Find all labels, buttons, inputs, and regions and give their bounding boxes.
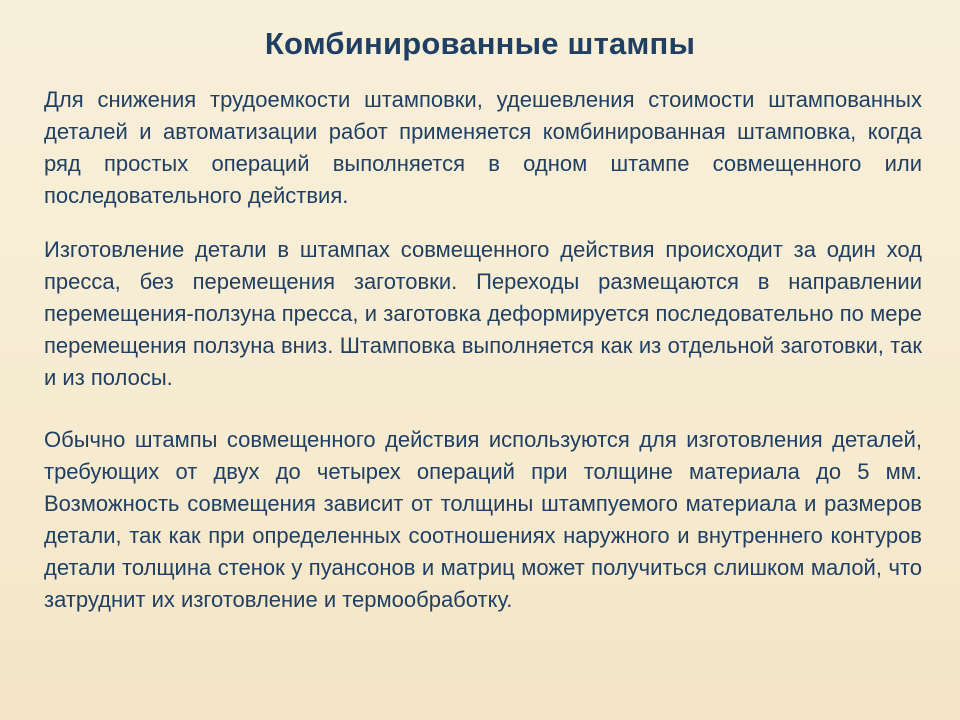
slide-content [44, 84, 922, 616]
paragraph-intro: Для снижения трудоемкости штамповки, удешевления стоимости штампованных деталей и автоматизации работ применяется комбинированная штамповка, когда ряд простых операций выполняется в одном штампе совмещенного или последовательного действия. [44, 87, 922, 208]
slide-title: Комбинированные штампы [264, 26, 696, 61]
paragraph-combined-dies: Изготовление детали в штампах совмещенного действия происходит за один ход пресса, без перемещения заготовки. Переходы размещаются в направлении перемещения-ползуна пресса, и заготовка деформируется последовательно по мере перемещения ползуна вниз. Штамповка выполняется как из отдельной заготовки, так и из полосы. [44, 237, 922, 390]
paragraph-usage: Обычно штампы совмещенного действия используются для изготовления деталей, требующих от двух до четырех операций при толщине материала до 5 мм. Возможность совмещения зависит от толщины штампуемого материала и размеров детали, так как при определенных соотношениях наружного и внутреннего контуров детали толщина стенок у пуансонов и матриц может получиться слишком малой, что затруднит их изготовление и термообработку. [44, 427, 922, 612]
